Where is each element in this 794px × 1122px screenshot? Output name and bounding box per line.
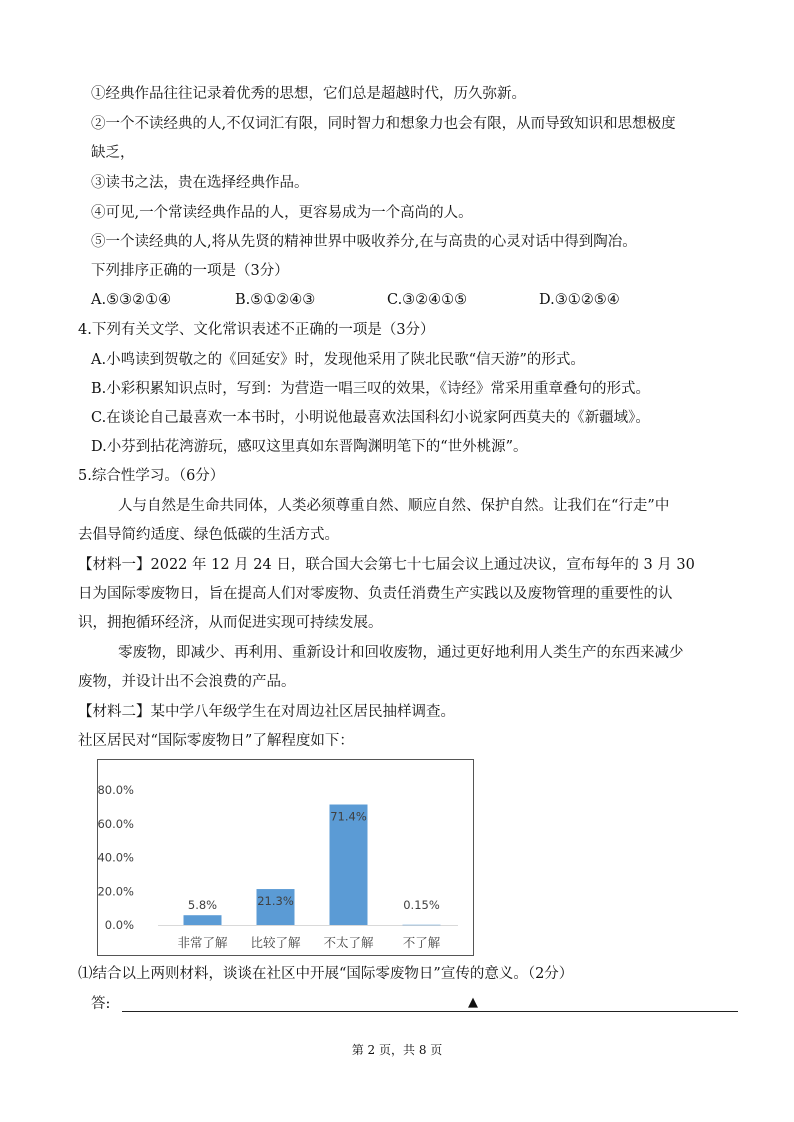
survey-bar-chart xyxy=(98,760,473,955)
q3-option-d: D.③①②⑤④ xyxy=(539,292,620,308)
q4-option-c: C.在谈论自己最喜欢一本书时，小明说他最喜欢法国科幻小说家阿西莫夫的《新疆域》。 xyxy=(91,410,650,426)
material2-title: 【材料二】某中学八年级学生在对周边社区居民抽样调查。 xyxy=(78,704,455,720)
sub-question-1: ⑴结合以上两则材料，谈谈在社区中开展“国际零废物日”宣传的意义。（2分） xyxy=(78,966,574,982)
category-label-1: 非常了解 xyxy=(177,935,228,950)
q5-title: 5.综合性学习。（6分） xyxy=(78,468,225,484)
material1-line1: 【材料一】2022 年 12 月 24 日，联合国大会第七十七届会议上通过决议，宣布每年的 3 月 30 xyxy=(78,557,695,573)
y-tick-label: 80.0% xyxy=(98,783,134,797)
bar-1 xyxy=(184,915,222,925)
material1-line3: 识，拥抱循环经济，从而促进实现可持续发展。 xyxy=(78,615,383,631)
q3-option-c: C.③②④①⑤ xyxy=(387,292,468,308)
definition-line1: 零废物，即减少、再利用、重新设计和回收废物，通过更好地利用人类生产的东西来减少 xyxy=(118,645,684,661)
answer-line[interactable] xyxy=(122,1011,738,1012)
y-tick-label: 20.0% xyxy=(98,884,134,899)
q3-option-b: B.⑤①②④③ xyxy=(235,292,316,308)
reorder-item-1: ①经典作品往往记录着优秀的思想，它们总是超越时代，历久弥新。 xyxy=(91,86,526,102)
q4-option-d: D.小芬到拈花湾游玩，感叹这里真如东晋陶渊明笔下的“世外桃源”。 xyxy=(91,439,528,455)
definition-line2: 废物，并设计出不会浪费的产品。 xyxy=(78,674,296,690)
q4-option-b: B.小彩积累知识点时，写到：为营造一唱三叹的效果，《诗经》常采用重章叠句的形式。 xyxy=(91,381,651,397)
category-label-3: 不太了解 xyxy=(323,935,374,950)
y-tick-label: 40.0% xyxy=(98,850,134,865)
data-label-1: 5.8% xyxy=(187,898,218,912)
reorder-item-4: ④可见,一个常读经典作品的人，更容易成为一个高尚的人。 xyxy=(91,205,473,221)
reorder-item-2-cont: 缺乏， xyxy=(91,145,135,161)
category-label-4: 不了解 xyxy=(402,935,441,950)
answer-label: 答: xyxy=(91,996,111,1012)
q4-option-a: A.小鸣读到贺敬之的《回延安》时，发现他采用了陕北民歌“信天游”的形式。 xyxy=(91,352,585,368)
q4-title: 4.下列有关文学、文化常识表述不正确的一项是（3分） xyxy=(78,322,435,338)
answer-marker-icon: ▲ xyxy=(468,995,478,1010)
survey-chart xyxy=(97,759,474,956)
q3-prompt: 下列排序正确的一项是（3分） xyxy=(91,263,289,279)
reorder-item-3: ③读书之法，贵在选择经典作品。 xyxy=(91,175,309,191)
bar-4 xyxy=(403,925,441,926)
data-label-2: 21.3% xyxy=(257,894,294,909)
data-label-3: 71.4% xyxy=(330,809,367,824)
q3-option-a: A.⑤③②①④ xyxy=(91,292,172,308)
y-tick-label: 60.0% xyxy=(98,816,134,831)
material1-line2: 日为国际零废物日，旨在提高人们对零废物、负责任消费生产实践以及废物管理的重要性的认 xyxy=(78,586,673,602)
q5-intro-line2: 去倡导简约适度、绿色低碳的生活方式。 xyxy=(78,527,339,543)
q5-intro-line1: 人与自然是生命共同体，人类必须尊重自然、顺应自然、保护自然。让我们在“行走”中 xyxy=(118,498,670,514)
y-tick-label: 0.0% xyxy=(104,918,134,932)
category-label-2: 比较了解 xyxy=(250,935,301,950)
page-footer: 第 2 页，共 8 页 xyxy=(351,1043,443,1057)
survey-caption: 社区居民对“国际零废物日”了解程度如下： xyxy=(78,733,354,749)
data-label-4: 0.15% xyxy=(403,898,440,912)
reorder-item-2: ②一个不读经典的人,不仅词汇有限，同时智力和想象力也会有限，从而导致知识和思想极度 xyxy=(91,116,676,132)
reorder-item-5: ⑤一个读经典的人,将从先贤的精神世界中吸收养分,在与高贵的心灵对话中得到陶冶。 xyxy=(91,234,637,250)
